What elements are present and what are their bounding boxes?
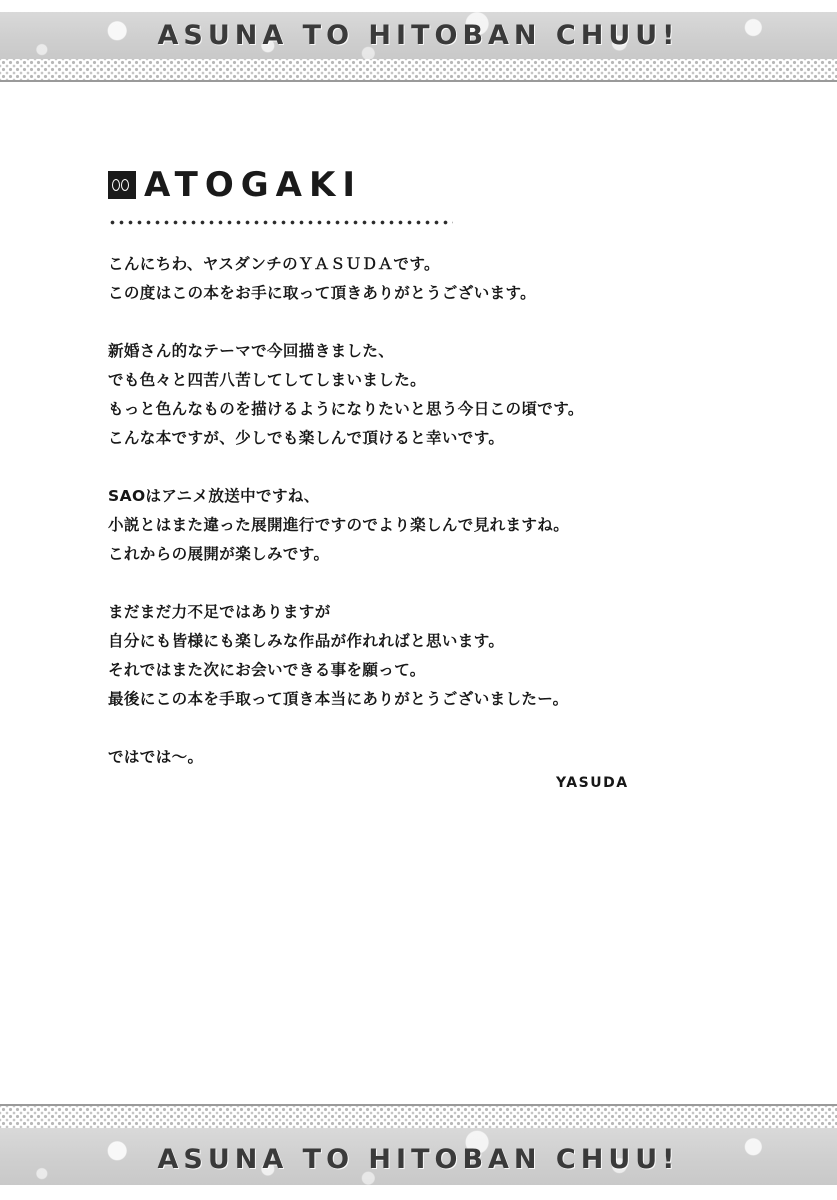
paragraph [108,598,748,714]
heading-dotted-rule [108,219,453,226]
text-line: ではでは〜。 [108,748,204,766]
text-line: それではまた次にお会いできる事を願って。 [108,661,426,679]
text-line: こんにちわ、ヤスダンチのＹＡＳＵＤＡです。 [108,255,440,273]
text-line: 最後にこの本を手取って頂き本当にありがとうございましたー。 [108,690,569,708]
author-signature: YASUDA [556,775,629,791]
text-line: SAOはアニメ放送中ですね、 [108,487,320,505]
section-heading [108,165,362,205]
header-halftone-strip [0,59,837,81]
afterword-body [108,250,748,772]
text-line: 新婚さん的なテーマで今回描きました、 [108,342,395,360]
text-line: もっと色んなものを描けるようになりたいと思う今日この頃です。 [108,400,584,418]
glasses-icon [108,171,136,199]
text-line: 小説とはまた違った展開進行ですのでより楽しんで見れますね。 [108,516,570,534]
footer-title: ASUNA TO HITOBAN CHUU! [157,1144,680,1175]
text-line: この度はこの本をお手に取って頂きありがとうございます。 [108,284,537,302]
text-line: こんな本ですが、少しでも楽しんで頂けると幸いです。 [108,429,505,447]
header-banner [0,12,837,59]
paragraph [108,743,748,772]
text-line: でも色々と四苦八苦してしてしまいました。 [108,371,427,389]
section-heading-label: ATOGAKI [144,165,362,205]
text-line: まだまだ力不足ではありますが [108,603,331,621]
header-title: ASUNA TO HITOBAN CHUU! [157,20,680,51]
paragraph [108,337,748,453]
text-line: 自分にも皆様にも楽しみな作品が作れればと思います。 [108,632,505,650]
paragraph [108,250,748,308]
footer-halftone-strip [0,1106,837,1128]
header-divider [0,80,837,82]
footer-banner [0,1128,837,1185]
paragraph [108,482,748,569]
text-line: これからの展開が楽しみです。 [108,545,330,563]
